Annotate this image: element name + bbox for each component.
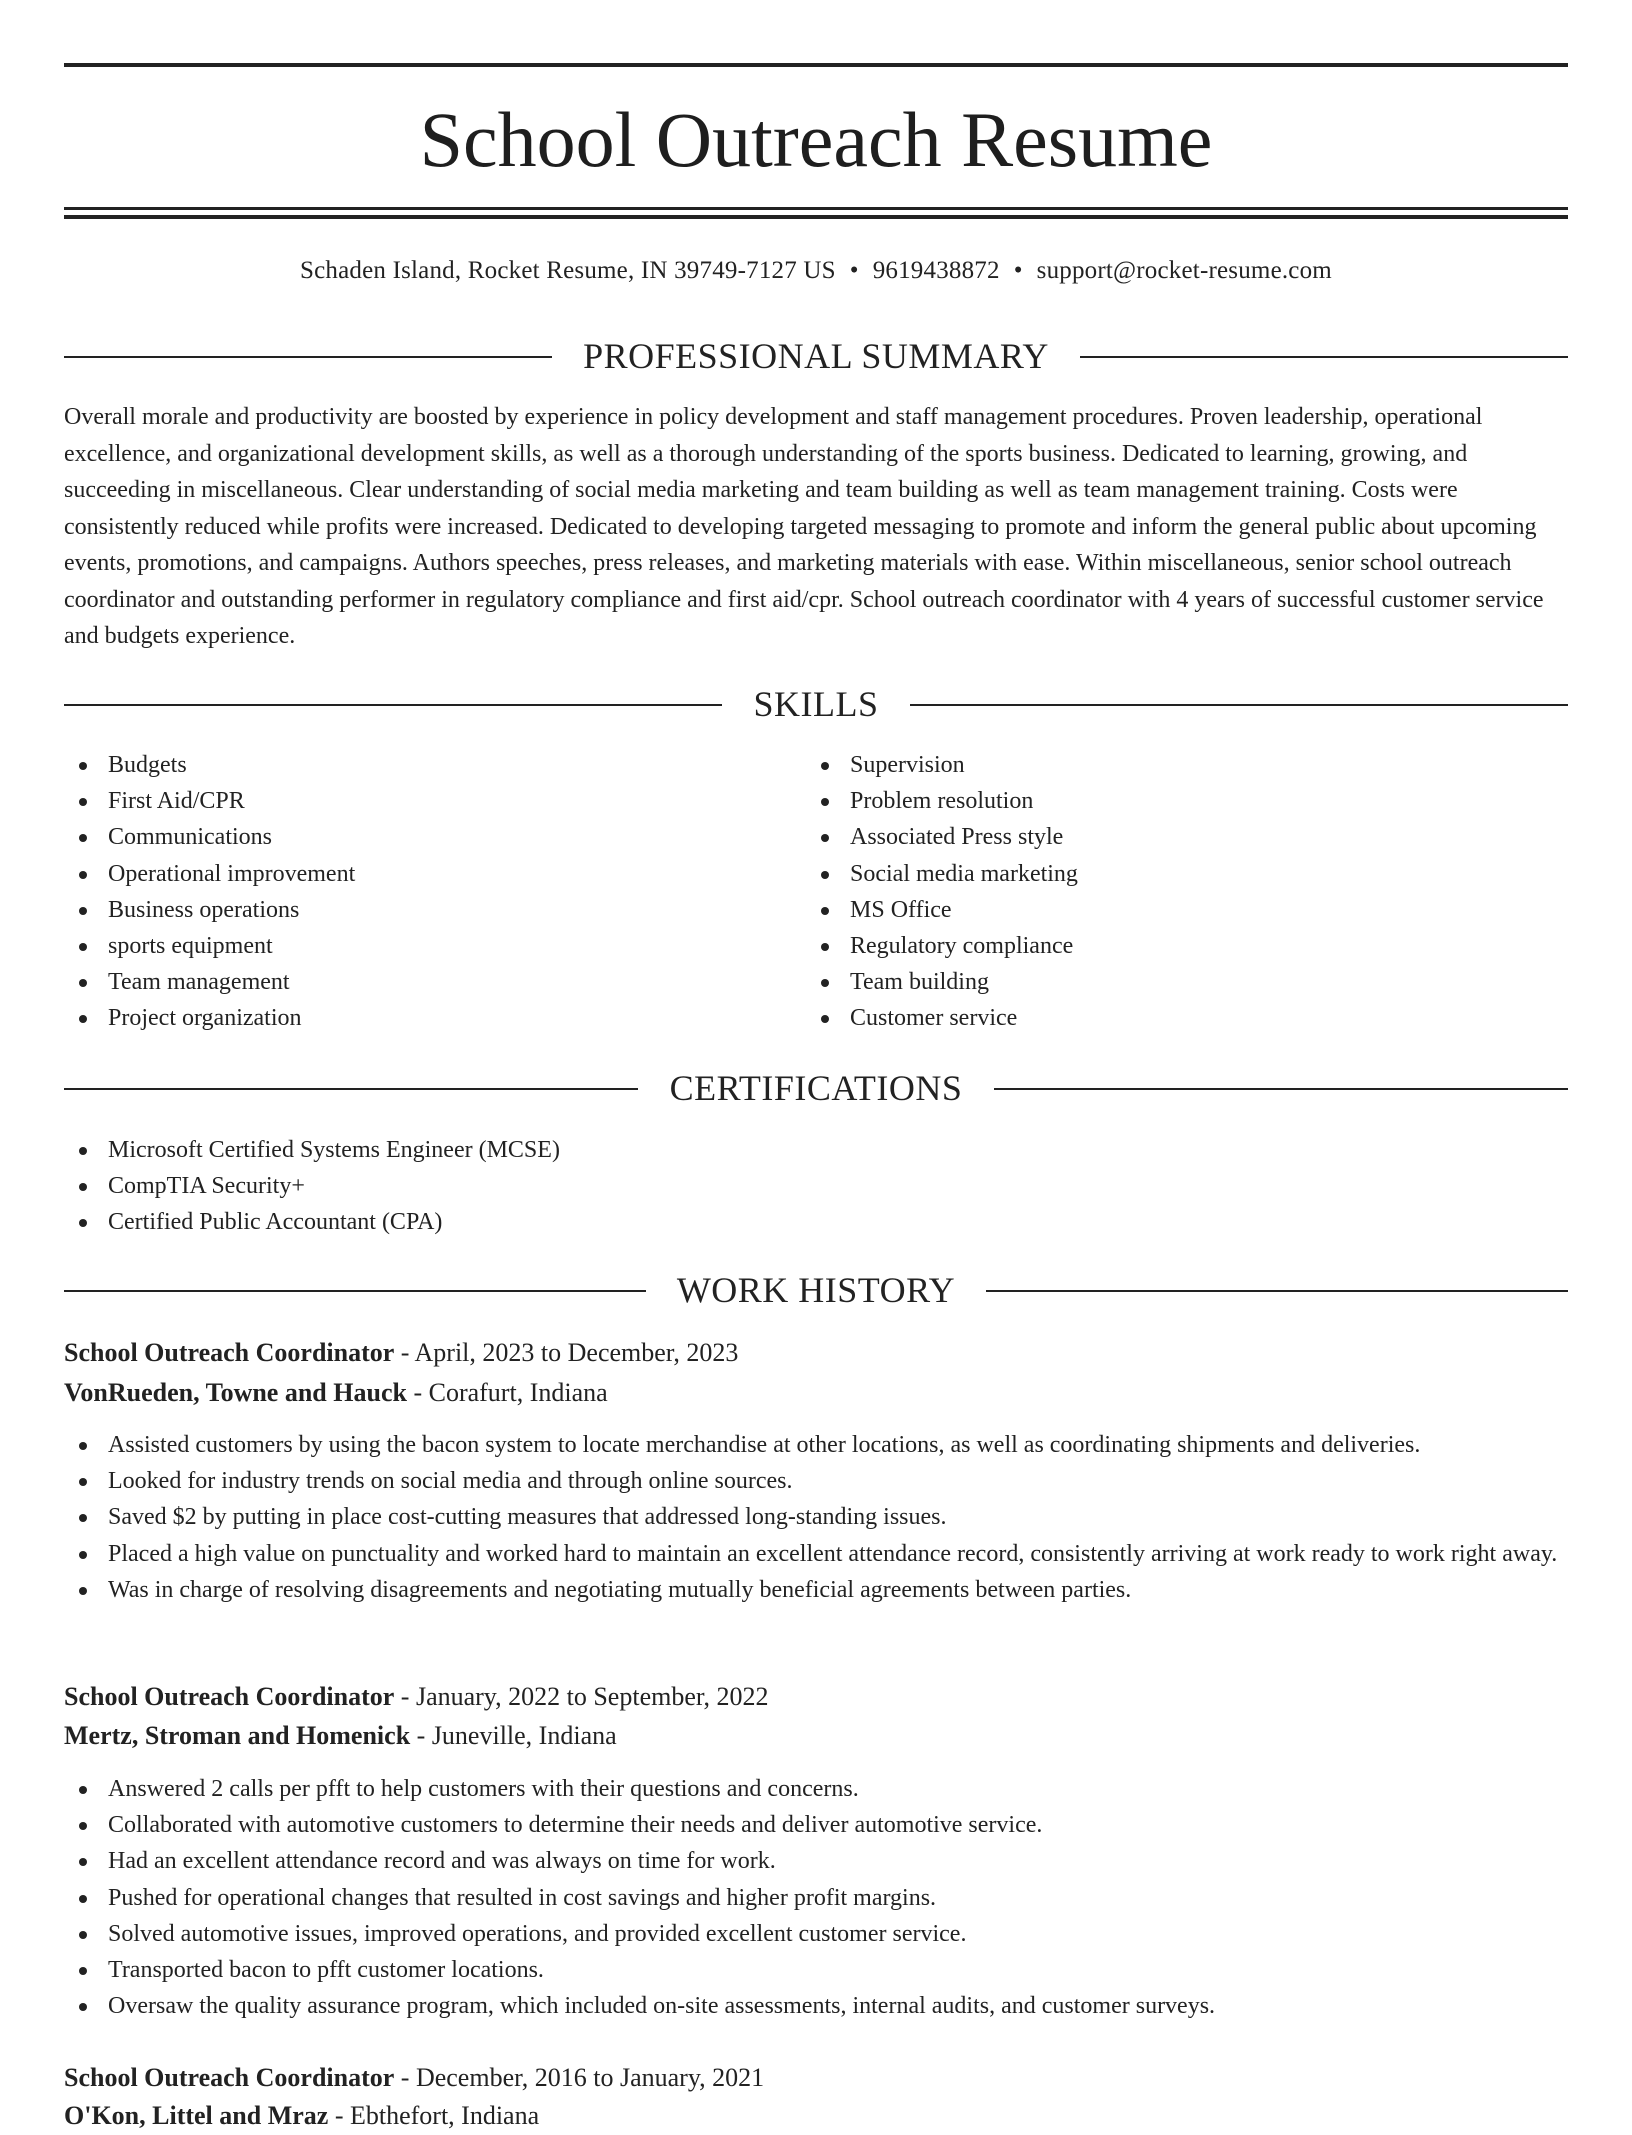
- certification-item: Microsoft Certified Systems Engineer (MCSE): [64, 1132, 1568, 1168]
- skill-item: Communications: [64, 819, 804, 855]
- section-title: CERTIFICATIONS: [669, 1068, 963, 1108]
- job-bullet: Collaborated with automotive customers to determine their needs and deliver automotive service.: [64, 1807, 1568, 1843]
- job-company: O'Kon, Littel and Mraz: [64, 2101, 329, 2130]
- heading-rule-right: [986, 1290, 1568, 1292]
- heading-rule-right: [910, 704, 1568, 706]
- job-bullet: Transported bacon to pfft customer locations.: [64, 1952, 1568, 1988]
- job-dates: - January, 2022 to September, 2022: [394, 1682, 769, 1711]
- contact-address: Schaden Island, Rocket Resume, IN 39749-7127 US: [300, 257, 836, 284]
- certification-item: CompTIA Security+: [64, 1168, 1568, 1204]
- skill-item: Problem resolution: [806, 783, 1546, 819]
- summary-paragraph: Overall morale and productivity are boosted by experience in policy development and staff management procedures. Proven leadership, operational excellence, and organizational development skills, as well as a thorough understanding of the sports business. Dedicated to learning, growing, and succeeding in miscellaneous. Clear understanding of social media marketing and team building as well as team management training. Costs were consistently reduced while profits were increased. Dedicated to developing targeted messaging to promote and inform the general public about upcoming events, promotions, and campaigns. Authors speeches, press releases, and marketing materials with ease. Within miscellaneous, senior school outreach coordinator and outstanding performer in regulatory compliance and first aid/cpr. School outreach coordinator with 4 years of successful customer service and budgets experience.: [64, 404, 1544, 649]
- header-double-rule-lower: [64, 215, 1568, 219]
- certifications-list: [64, 1132, 1568, 1241]
- contact-separator: •: [1013, 257, 1023, 284]
- section-heading-certifications: [64, 1063, 1568, 1113]
- skill-item: MS Office: [806, 892, 1546, 928]
- skills-column-right: [806, 747, 1546, 1037]
- job-company: Mertz, Stroman and Homenick: [64, 1721, 411, 1750]
- skill-item: Social media marketing: [806, 856, 1546, 892]
- skills-list-left: [64, 747, 804, 1037]
- job-dates: - December, 2016 to January, 2021: [394, 2063, 765, 2092]
- job-bullet: Looked for industry trends on social media and through online sources.: [64, 1463, 1568, 1499]
- job-location: - Corafurt, Indiana: [406, 1378, 608, 1407]
- job-title-line: [64, 2058, 1568, 2097]
- certifications-block: [64, 1132, 1568, 1241]
- certification-item: Certified Public Accountant (CPA): [64, 1204, 1568, 1240]
- job-role: School Outreach Coordinator: [64, 1338, 395, 1367]
- job-bullets-block: [64, 1771, 1568, 2024]
- header-top-rule: [64, 63, 1568, 67]
- job-company: VonRueden, Towne and Hauck: [64, 1378, 407, 1407]
- skill-item: Team management: [64, 964, 804, 1000]
- job-bullets: [64, 1427, 1568, 1608]
- skills-column-left: [64, 747, 804, 1037]
- job-bullet: Pushed for operational changes that resulted in cost savings and higher profit margins.: [64, 1880, 1568, 1916]
- job-bullet: Oversaw the quality assurance program, which included on-site assessments, internal audits, and customer surveys.: [64, 1988, 1568, 2024]
- skill-item: Supervision: [806, 747, 1546, 783]
- skill-item: Team building: [806, 964, 1546, 1000]
- job-title-line: [64, 1333, 1568, 1372]
- job-bullets-block: [64, 1427, 1568, 1608]
- skills-list-right: [806, 747, 1546, 1037]
- skill-item: Customer service: [806, 1000, 1546, 1036]
- skill-item: Regulatory compliance: [806, 928, 1546, 964]
- job-bullet: Was in charge of resolving disagreements and negotiating mutually beneficial agreements between parties.: [64, 1572, 1568, 1608]
- skill-item: sports equipment: [64, 928, 804, 964]
- resume-title: School Outreach Resume: [419, 96, 1213, 183]
- job-dates: - April, 2023 to December, 2023: [394, 1338, 739, 1367]
- job-bullet: Solved automotive issues, improved operations, and provided excellent customer service.: [64, 1916, 1568, 1952]
- contact-phone: 9619438872: [872, 257, 1000, 284]
- contact-email[interactable]: support@rocket-resume.com: [1036, 257, 1332, 284]
- job-location: - Juneville, Indiana: [410, 1721, 617, 1750]
- job-bullet: Had an excellent attendance record and was always on time for work.: [64, 1843, 1568, 1879]
- job-title-line: [64, 1677, 1568, 1716]
- job-company-line: [64, 1716, 1568, 1755]
- job-bullet: Placed a high value on punctuality and worked hard to maintain an excellent attendance record, consistently arriving at work ready to work right away.: [64, 1536, 1568, 1572]
- contact-separator: •: [849, 257, 859, 284]
- skill-item: Project organization: [64, 1000, 804, 1036]
- skill-item: Associated Press style: [806, 819, 1546, 855]
- job-company-line: [64, 1373, 1568, 1412]
- job-company-line: [64, 2096, 1568, 2135]
- section-heading-work-history: [64, 1265, 1568, 1315]
- skill-item: Budgets: [64, 747, 804, 783]
- job-bullets: [64, 1771, 1568, 2024]
- section-title: PROFESSIONAL SUMMARY: [583, 336, 1049, 376]
- job-bullet: Saved $2 by putting in place cost-cutting measures that addressed long-standing issues.: [64, 1499, 1568, 1535]
- heading-rule-right: [1080, 356, 1568, 358]
- section-title: SKILLS: [753, 684, 879, 724]
- skill-item: Operational improvement: [64, 856, 804, 892]
- section-heading-skills: [64, 679, 1568, 729]
- job-bullet: Answered 2 calls per pfft to help customers with their questions and concerns.: [64, 1771, 1568, 1807]
- section-heading-summary: [64, 331, 1568, 381]
- job-role: School Outreach Coordinator: [64, 2063, 395, 2092]
- section-title: WORK HISTORY: [676, 1270, 956, 1310]
- contact-line: [64, 253, 1568, 289]
- skill-item: First Aid/CPR: [64, 783, 804, 819]
- job-role: School Outreach Coordinator: [64, 1682, 395, 1711]
- heading-rule-right: [994, 1088, 1568, 1090]
- skill-item: Business operations: [64, 892, 804, 928]
- job-bullet: Assisted customers by using the bacon system to locate merchandise at other locations, as well as coordinating shipments and deliveries.: [64, 1427, 1568, 1463]
- job-location: - Ebthefort, Indiana: [328, 2101, 540, 2130]
- header-double-rule-upper: [64, 207, 1568, 210]
